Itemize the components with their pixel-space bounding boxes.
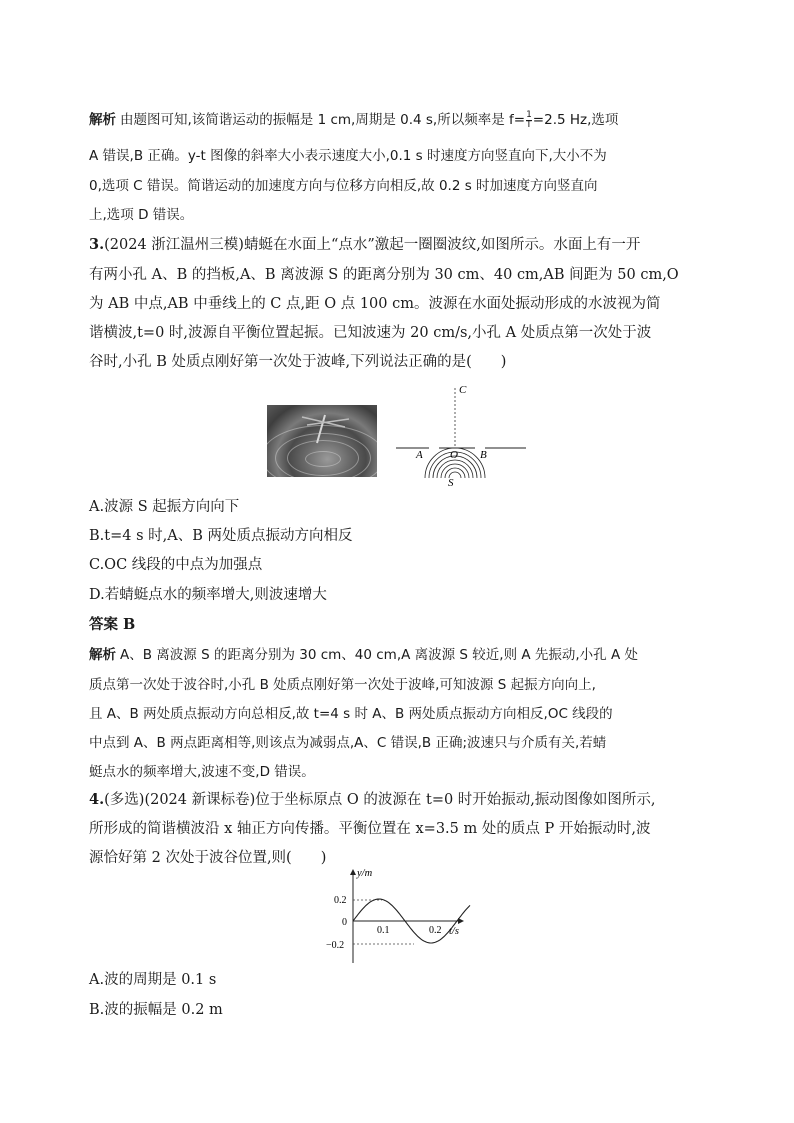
question-text: (多选)(2024 新课标卷)位于坐标原点 O 的波源在 t=0 时开始振动,振动图像如图所示, (104, 792, 656, 808)
fraction-denominator: T (526, 119, 532, 130)
question-line: 谷时,小孔 B 处质点刚好第一次处于波峰,下列说法正确的是( ) (89, 354, 507, 370)
label-A: A (416, 449, 423, 461)
solution-line: 且 A、B 两处质点振动方向总相反,故 t=4 s 时 A、B 两处质点振动方向相反,OC 线段的 (89, 706, 613, 722)
solution-text: =2.5 Hz,选项 (532, 112, 619, 128)
dragonfly-icon (267, 405, 377, 477)
option-d: D.若蜻蜓点水的频率增大,则波速增大 (89, 587, 327, 603)
label-B: B (480, 449, 487, 461)
label-C: C (459, 384, 467, 396)
y-axis-label: y/m (357, 868, 373, 879)
y-tick-pos: 0.2 (334, 895, 347, 906)
option-b: B.t=4 s 时,A、B 两处质点振动方向相反 (89, 528, 353, 544)
fraction (526, 111, 532, 130)
solution-text: A、B 离波源 S 的距离分别为 30 cm、40 cm,A 离波源 S 较近,则 A 先振动,小孔 A 处 (120, 647, 639, 663)
solution-line: 上,选项 D 错误。 (89, 207, 194, 223)
solution-line: A 错误,B 正确。y-t 图像的斜率大小表示速度大小,0.1 s 时速度方向竖直向下,大小不为 (89, 148, 607, 164)
solution-line: 中点到 A、B 两点距离相等,则该点为减弱点,A、C 错误,B 正确;波速只与介质有关,若蜻 (89, 735, 607, 751)
solution-line (89, 645, 638, 665)
solution-label: 解析 (89, 112, 116, 128)
wave-diagram (392, 380, 532, 488)
question-line: 源恰好第 2 次处于波谷位置,则( ) (89, 850, 327, 866)
fraction-numerator: 1 (526, 109, 532, 120)
x-tick-1: 0.1 (377, 925, 390, 936)
solution-label: 解析 (89, 647, 116, 663)
question-line: 所形成的简谐横波沿 x 轴正方向传播。平衡位置在 x=3.5 m 处的质点 P 开始振动时,波 (89, 821, 651, 837)
solution-line: 0,选项 C 错误。简谐运动的加速度方向与位移方向相反,故 0.2 s 时加速度方向竖直向 (89, 178, 598, 194)
solution-line: 质点第一次处于波谷时,小孔 B 处质点刚好第一次处于波峰,可知波源 S 起振方向向上, (89, 677, 596, 693)
label-S: S (448, 477, 454, 488)
answer: 答案 B (89, 616, 136, 633)
question-number: 3. (89, 236, 105, 253)
y-tick-neg: −0.2 (326, 940, 345, 951)
question-line: 为 AB 中点,AB 中垂线上的 C 点,距 O 点 100 cm。波源在水面处振动形成的水波视为简 (89, 296, 661, 312)
option-a: A.波源 S 起振方向向下 (89, 499, 240, 515)
x-tick-2: 0.2 (429, 925, 442, 936)
question-line: 有两小孔 A、B 的挡板,A、B 离波源 S 的距离分别为 30 cm、40 cm,AB 间距为 50 cm,O (89, 267, 679, 283)
label-O: O (450, 449, 458, 461)
question-line (89, 235, 640, 255)
question-line (89, 790, 656, 810)
question-number: 4. (89, 791, 105, 808)
x-axis-label: t/s (449, 926, 459, 937)
option-b: B.波的振幅是 0.2 m (89, 1002, 223, 1018)
origin-label: 0 (342, 917, 347, 928)
vibration-graph (320, 862, 480, 966)
option-c: C.OC 线段的中点为加强点 (89, 557, 263, 573)
solution-line: 蜓点水的频率增大,波速不变,D 错误。 (89, 764, 315, 780)
solution-text: 由题图可知,该简谐运动的振幅是 1 cm,周期是 0.4 s,所以频率是 f= (120, 112, 526, 128)
question-line: 谐横波,t=0 时,波源自平衡位置起振。已知波速为 20 cm/s,小孔 A 处质点第一次处于波 (89, 325, 652, 341)
question-text: (2024 浙江温州三模)蜻蜓在水面上“点水”激起一圈圈波纹,如图所示。水面上有一开 (104, 237, 641, 253)
option-a: A.波的周期是 0.1 s (89, 972, 217, 988)
dragonfly-photo (267, 405, 377, 477)
solution-line (89, 110, 618, 130)
